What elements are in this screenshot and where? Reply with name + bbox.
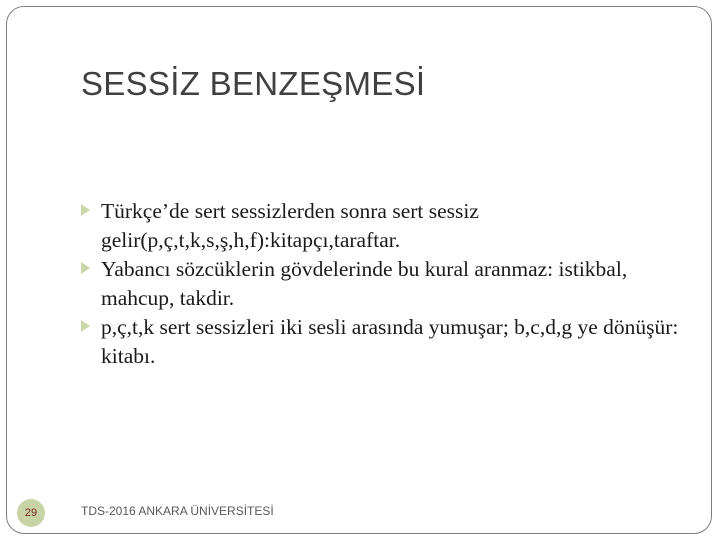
page-number-badge: 29: [17, 499, 45, 527]
triangle-bullet-icon: [81, 320, 90, 332]
bullet-text: p,ç,t,k sert sessizleri iki sesli arasında yumuşar; b,c,d,g ye dönüşür: kitabı.: [101, 315, 679, 368]
footer-text: TDS-2016 ANKARA ÜNİVERSİTESİ: [81, 504, 274, 518]
slide-title: SESSİZ BENZEŞMESİ: [81, 65, 426, 102]
bullet-item: [81, 197, 691, 255]
bullet-text: Yabancı sözcüklerin gövdelerinde bu kural aranmaz: istikbal, mahcup, takdir.: [101, 257, 628, 310]
bullet-text: Türkçe’de sert sessizlerden sonra sert sessiz gelir(p,ç,t,k,s,ş,h,f):kitapçı,taraftar.: [101, 199, 479, 252]
triangle-bullet-icon: [81, 262, 90, 274]
slide: [6, 6, 712, 534]
bullet-item: [81, 313, 691, 371]
bullet-list: [81, 197, 691, 371]
triangle-bullet-icon: [81, 204, 90, 216]
bullet-item: [81, 255, 691, 313]
